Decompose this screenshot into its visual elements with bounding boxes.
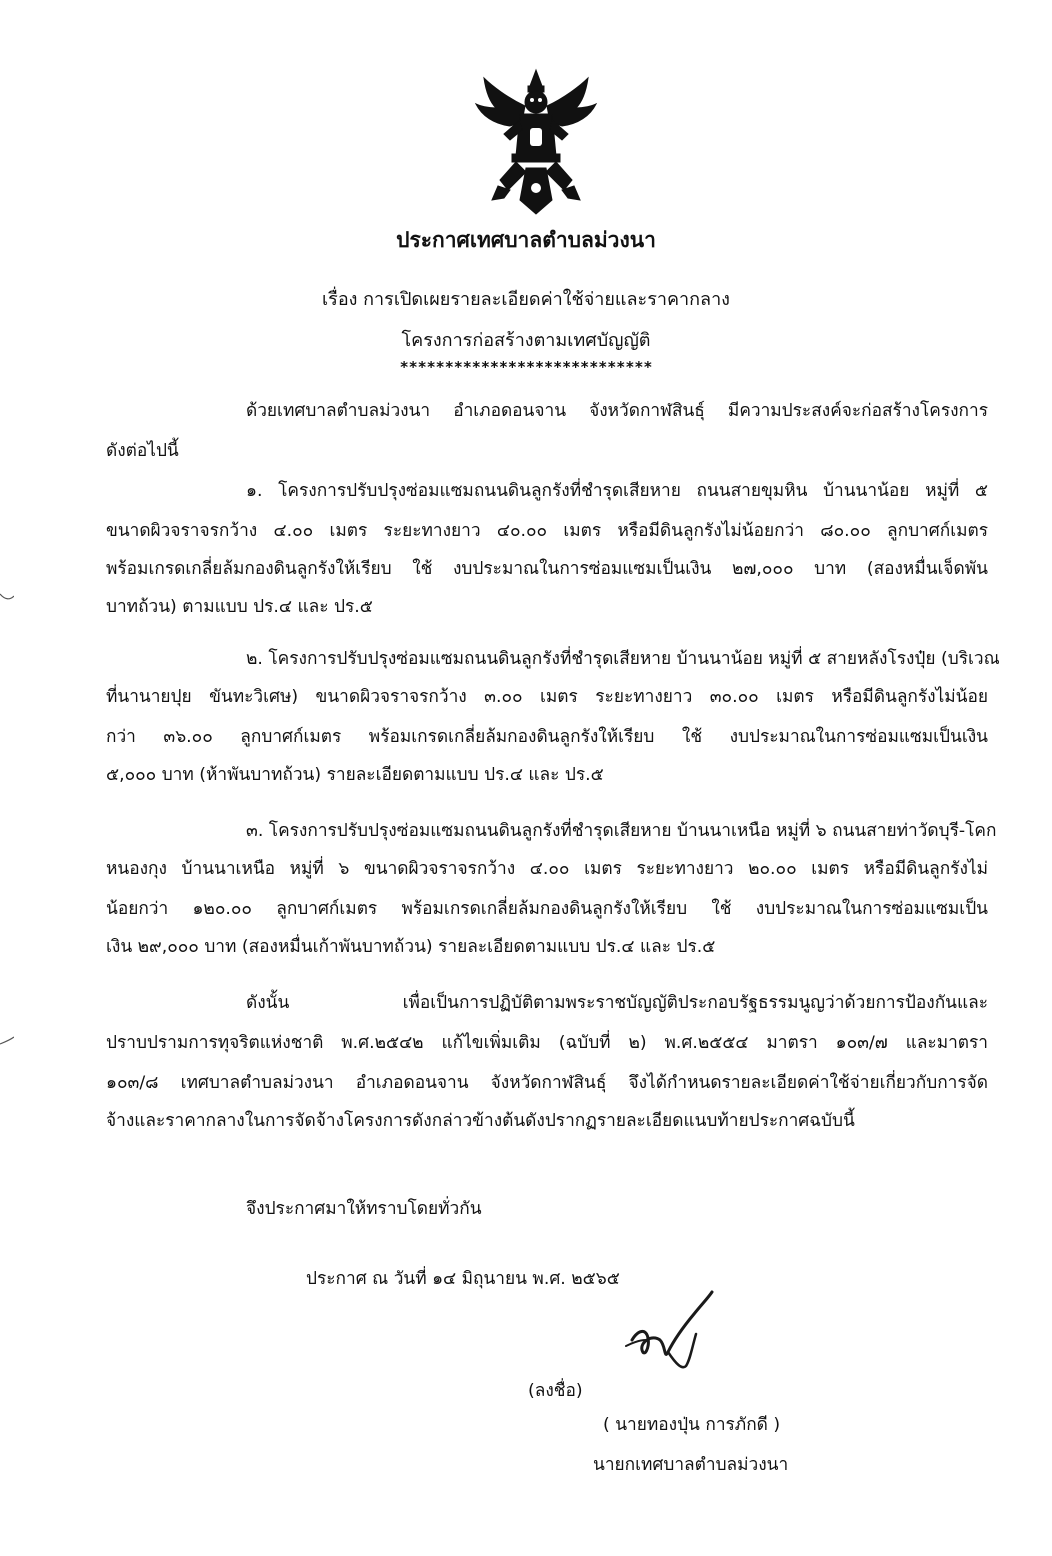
conclusion-text: ดังนั้น เพื่อเป็นการปฏิบัติตามพระราชบัญญัติประกอบรัฐธรรมนูญว่าด้วยการป้องกันและ [246, 993, 988, 1013]
item-text: ๕,๐๐๐ บาท (ห้าพันบาทถ้วน) รายละเอียดตามแบบ ปร.๔ และ ปร.๕ [106, 765, 604, 785]
binding-mark [0, 1036, 14, 1046]
announce-text: จึงประกาศมาให้ทราบโดยทั่วกัน [246, 1199, 482, 1219]
item-text: ที่นานายปุย ขันทะวิเศษ) ขนาดผิวจราจรกว้าง ๓.๐๐ เมตร ระยะทางยาว ๓๐.๐๐ เมตร หรือมีดินลูกรังไม่น้อย [106, 687, 988, 707]
binding-mark [0, 592, 14, 602]
separator-stars: **************************** [399, 358, 653, 376]
conclusion-text: ๑๐๓/๘ เทศบาลตำบลม่วงนา อำเภอดอนจาน จังหวัดกาฬสินธุ์ จึงได้กำหนดรายละเอียดค่าใช้จ่ายเกี่ยวกับการจัด [106, 1073, 988, 1093]
item-text: น้อยกว่า ๑๒๐.๐๐ ลูกบาศก์เมตร พร้อมเกรดเกลี่ยล้มกองดินลูกรังให้เรียบ ใช้ งบประมาณในการซ่อมแซมเป็น [106, 899, 988, 919]
item-text: บาทถ้วน) ตามแบบ ปร.๔ และ ปร.๕ [106, 597, 373, 617]
item-text: ๓. โครงการปรับปรุงซ่อมแซมถนนดินลูกรังที่ชำรุดเสียหาย บ้านนาเหนือ หมู่ที่ ๖ ถนนสายท่าวัดบุรี-โคก [246, 821, 997, 841]
signer-position: นายกเทศบาลตำบลม่วงนา [593, 1455, 789, 1475]
item-text: หนองกุง บ้านนาเหนือ หมู่ที่ ๖ ขนาดผิวจราจรกว้าง ๔.๐๐ เมตร ระยะทางยาว ๒๐.๐๐ เมตร หรือมีดินลูกรังไม่ [106, 859, 988, 879]
conclusion-text: ปราบปรามการทุจริตแห่งชาติ พ.ศ.๒๕๔๒ แก้ไขเพิ่มเติม (ฉบับที่ ๒) พ.ศ.๒๕๕๔ มาตรา ๑๐๓/๗ และมาตรา [106, 1033, 988, 1053]
item-text: กว่า ๓๖.๐๐ ลูกบาศก์เมตร พร้อมเกรดเกลี่ยล้มกองดินลูกรังให้เรียบ ใช้ งบประมาณในการซ่อมแซมเป็นเงิน [106, 727, 988, 747]
conclusion-text: จ้างและราคากลางในการจัดจ้างโครงการดังกล่าวข้างต้นดังปรากฏรายละเอียดแนบท้ายประกาศฉบับนี้ [106, 1111, 855, 1131]
item-text: ๑. โครงการปรับปรุงซ่อมแซมถนนดินลูกรังที่ชำรุดเสียหาย ถนนสายขุมหิน บ้านนาน้อย หมู่ที่ ๕ [246, 481, 988, 501]
subject-line: เรื่อง การเปิดเผยรายละเอียดค่าใช้จ่ายและราคากลาง [322, 289, 730, 310]
sign-label: (ลงชื่อ) [528, 1381, 583, 1401]
handwritten-signature [624, 1290, 724, 1386]
item-text: ๒. โครงการปรับปรุงซ่อมแซมถนนดินลูกรังที่ชำรุดเสียหาย บ้านนาน้อย หมู่ที่ ๕ สายหลังโรงปุ๋ย (บริเวณ [246, 649, 1000, 669]
announcement-title: ประกาศเทศบาลตำบลม่วงนา [396, 228, 656, 252]
item-text: เงิน ๒๙,๐๐๐ บาท (สองหมื่นเก้าพันบาทถ้วน) รายละเอียดตามแบบ ปร.๔ และ ปร.๕ [106, 937, 716, 957]
item-text: พร้อมเกรดเกลี่ยล้มกองดินลูกรังให้เรียบ ใช้ งบประมาณในการซ่อมแซมเป็นเงิน ๒๗,๐๐๐ บาท (สองหมื่นเจ็ดพัน [106, 559, 988, 579]
garuda-emblem-icon [470, 68, 602, 216]
intro-text: ด้วยเทศบาลตำบลม่วงนา อำเภอดอนจาน จังหวัดกาฬสินธุ์ มีความประสงค์จะก่อสร้างโครงการ [246, 401, 988, 421]
intro-text: ดังต่อไปนี้ [106, 441, 179, 461]
item-text: ขนาดผิวจราจรกว้าง ๔.๐๐ เมตร ระยะทางยาว ๔๐.๐๐ เมตร หรือมีดินลูกรังไม่น้อยกว่า ๘๐.๐๐ ลูกบาศก์เมตร [106, 521, 988, 541]
signer-name: ( นายทองปุ่น การภักดี ) [603, 1415, 781, 1435]
subject-line: โครงการก่อสร้างตามเทศบัญญัติ [401, 330, 651, 351]
date-line: ประกาศ ณ วันที่ ๑๔ มิถุนายน พ.ศ. ๒๕๖๕ [306, 1269, 620, 1289]
